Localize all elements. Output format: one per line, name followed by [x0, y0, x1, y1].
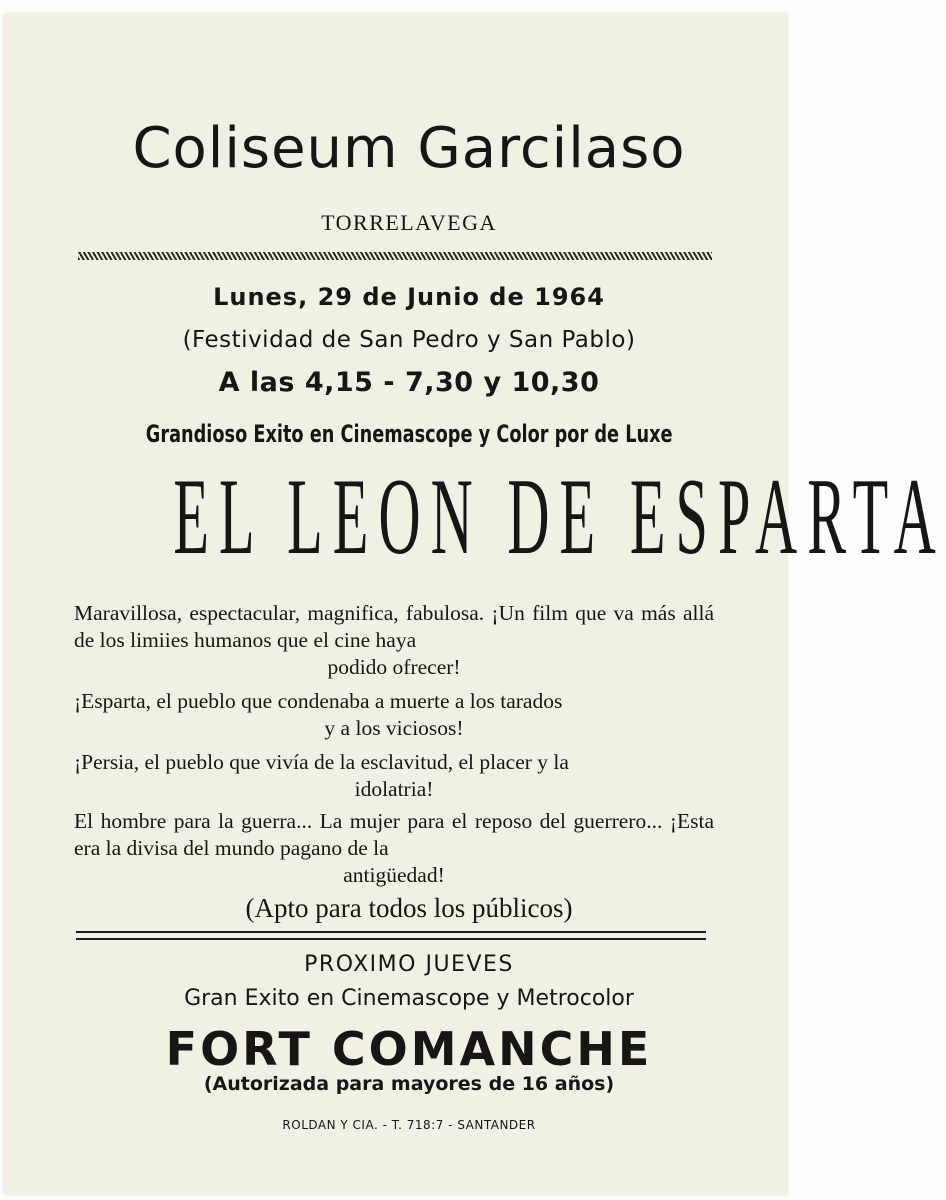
paragraph-text: El hombre para la guerra... La mujer para el reposo del guerrero... ¡Esta era la divisa del mundo pagano de la	[74, 809, 714, 860]
show-date: Lunes, 29 de Junio de 1964	[213, 283, 605, 311]
divider-line	[76, 938, 706, 940]
paragraph-text: ¡Persia, el pueblo que vivía de la esclavitud, el placer y la	[74, 750, 569, 774]
description-paragraph	[74, 600, 714, 681]
persia-paragraph	[74, 749, 714, 803]
next-rating: (Autorizada para mayores de 16 años)	[203, 1073, 615, 1095]
city-name: TORRELAVEGA	[321, 210, 497, 235]
sparta-paragraph	[74, 688, 714, 742]
paragraph-last-line: podido ofrecer!	[327, 655, 461, 679]
format-tagline: Grandioso Exito en Cinemascope y Color por de Luxe	[145, 420, 673, 448]
feast-day: (Festividad de San Pedro y San Pablo)	[182, 327, 636, 353]
next-heading: PROXIMO JUEVES	[304, 952, 514, 977]
hatched-divider	[78, 252, 712, 260]
next-film-title: FORT COMANCHE	[165, 1022, 653, 1076]
audience-rating: (Apto para todos los públicos)	[245, 893, 573, 923]
printer-credit: ROLDAN Y CIA. - T. 718:7 - SANTANDER	[282, 1118, 536, 1132]
divider-line	[76, 931, 706, 933]
paragraph-last-line: antigüedad!	[343, 863, 445, 887]
paragraph-last-line: idolatria!	[354, 777, 434, 801]
paragraph-last-line: y a los viciosos!	[324, 716, 464, 740]
war-paragraph	[74, 808, 714, 889]
next-subtitle: Gran Exito en Cinemascope y Metrocolor	[184, 986, 634, 1011]
paragraph-text: ¡Esparta, el pueblo que condenaba a muerte a los tarados	[74, 689, 563, 713]
venue-name: Coliseum Garcilaso	[132, 116, 686, 181]
film-title: EL LEON DE ESPARTA	[173, 456, 946, 577]
show-times: A las 4,15 - 7,30 y 10,30	[218, 367, 600, 398]
paragraph-text: Maravillosa, espectacular, magnifica, fabulosa. ¡Un film que va más allá de los limiies humanos que el cine haya	[74, 601, 714, 652]
